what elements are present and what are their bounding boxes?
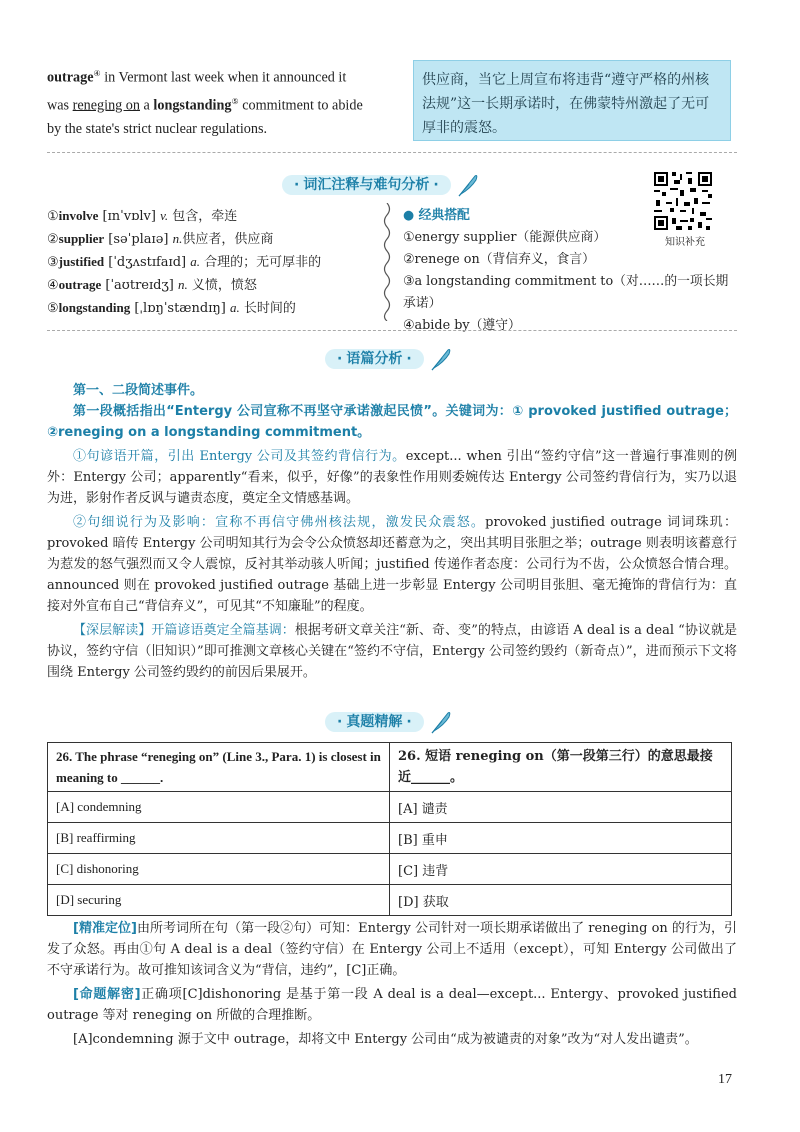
option-c-en: [C] dishonoring xyxy=(48,854,390,885)
vocab-item xyxy=(47,228,377,251)
analysis-body xyxy=(47,380,737,683)
table-row xyxy=(48,823,732,854)
vocab-item xyxy=(47,297,377,320)
footnote-4: ④ xyxy=(93,69,101,78)
qr-label: 知识补充 xyxy=(665,237,705,248)
vocab-num: ① xyxy=(47,209,59,224)
deep-reading-tag: 【深层解读】开篇谚语奠定全篇基调： xyxy=(73,623,295,638)
precise-location-tag: [精准定位] xyxy=(73,921,137,936)
vocab-meaning: 合理的；无可厚非的 xyxy=(200,255,322,270)
table-row xyxy=(48,885,732,916)
feather-pen-icon xyxy=(428,346,452,372)
analysis-p2-main: 第一段概括指出“Entergy 公司宣称不再坚守承诺激起民愤”。关键词为： xyxy=(73,404,513,419)
decode-tag: [命题解密] xyxy=(73,987,141,1002)
option-b-cn: [B] 重申 xyxy=(390,823,732,854)
question-section-title: · 真题精解 · xyxy=(325,709,452,735)
divider xyxy=(47,330,737,331)
vocab-title-text: 词汇注释与难句分析 xyxy=(303,177,430,193)
excerpt-line3: by the state's strict nuclear regulations. xyxy=(47,121,268,138)
analysis-p1: 第一、二段简述事件。 xyxy=(73,383,204,398)
decode-body: 正确项[C]dishonoring 是基于第一段 A deal is a deal—except... Entergy、provoked justified outrage 等对 reneging on 所做的合理推断。 xyxy=(47,987,737,1023)
excerpt-line2-rest: commitment to abide xyxy=(238,97,363,114)
vocab-word: involve xyxy=(58,208,99,223)
deep-reading-body: 根据考研文章关注“新、奇、变”的特点，由谚语 A deal is a deal “协议就是协议，签约守信（旧知识）”即可推测文章核心关键在“签约不守信，Entergy 公司签约毁约（新奇点）”，进而预示下文将围绕 Entergy 公司签约毁约的前因后果展开。 xyxy=(47,623,737,680)
question-table xyxy=(47,742,732,916)
option-c-cn: [C] 违背 xyxy=(390,854,732,885)
vocab-pos: n. xyxy=(172,231,183,246)
vocab-item xyxy=(47,205,377,228)
page-number: 17 xyxy=(718,1072,732,1087)
vocab-ipa: [ˈaʊtreɪdʒ] xyxy=(101,278,179,293)
analysis-p4-head: ②句细说行为及影响：宣称不再信守佛州核法规，激发民众震怒。 xyxy=(73,515,486,530)
collocation-title: ● 经典搭配 xyxy=(403,208,470,223)
feather-pen-icon xyxy=(428,709,452,735)
analysis-section-title: · 语篇分析 · xyxy=(325,346,452,372)
option-d-en: [D] securing xyxy=(48,885,390,916)
collocation-item: ②renege on（背信弃义，食言） xyxy=(403,252,595,267)
question-en: 26. The phrase “reneging on” (Line 3., Para. 1) is closest in meaning to ______. xyxy=(48,743,390,792)
vocab-pos: n. xyxy=(178,277,188,292)
analysis-p2-keywords: ① provoked justified outrage；②reneging on a longstanding commitment。 xyxy=(47,404,737,440)
qr-code-icon[interactable] xyxy=(652,170,714,232)
question-title-text: 真题精解 xyxy=(346,714,403,730)
precise-location-body: 由所考词所在句（第一段②句）可知：Entergy 公司针对一项长期承诺做出了 reneging on 的行为，引发了众怒。再由①句 A deal is a deal（签约守信）在 Entergy 公司上不适用（except），可知 Entergy 公司做出了不守承诺行为。故可推知该词含义为“背信，违约”，[C]正确。 xyxy=(47,921,737,978)
translation-box: 供应商，当它上周宣布将违背“遵守严格的州核法规”这一长期承诺时，在佛蒙特州激起了无可厚非的震怒。 xyxy=(413,60,731,141)
vocab-meaning: 包含，牵连 xyxy=(168,209,238,224)
vocab-section-title: · 词汇注释与难句分析 · xyxy=(282,172,479,198)
table-row xyxy=(48,743,732,792)
excerpt-line2-pre: was xyxy=(47,97,73,114)
option-a-analysis: [A]condemning 源于文中 outrage，却将文中 Entergy 公司由“成为被谴责的对象”改为“对人发出谴责”。 xyxy=(73,1032,698,1047)
vocab-pos: a. xyxy=(190,254,200,269)
analysis-p4-body: provoked justified outrage 词词珠玑：provoked 暗传 Entergy 公司明知其行为会令公众愤怒却还蓄意为之，突出其明目张胆之举；outrage 则表明该蓄意行为惹发的怒气强烈而又令人震惊，反衬其举动骇人听闻；justified 传递作者态度：公司行为不齿，公众愤怒合情合理。announced 则在 provoked justified outrage 基础上进一步彰显 Entergy 公司明目张胆、毫无掩饰的背信行为：直接对外宣布自己“背信弃义”，可见其“不知廉耻”的程度。 xyxy=(47,515,737,614)
vocab-num: ⑤ xyxy=(47,301,59,316)
option-a-cn: [A] 谴责 xyxy=(390,792,732,823)
vocab-word: supplier xyxy=(58,231,105,246)
vocab-num: ③ xyxy=(47,255,59,270)
table-row xyxy=(48,792,732,823)
vocab-meaning: 供应者，供应商 xyxy=(182,232,274,247)
divider xyxy=(47,152,737,153)
table-row xyxy=(48,854,732,885)
vocab-item xyxy=(47,251,377,274)
answer-explanation xyxy=(47,918,737,1050)
feather-pen-icon xyxy=(455,172,479,198)
analysis-p3-head: ①句谚语开篇，引出 Entergy 公司及其签约背信行为。 xyxy=(73,449,406,464)
word-outrage: outrage xyxy=(47,69,94,86)
question-cn: 26. 短语 reneging on（第一段第三行）的意思最接近______。 xyxy=(390,743,732,792)
vocab-word: outrage xyxy=(58,277,102,292)
vocab-item xyxy=(47,274,377,297)
passage-excerpt xyxy=(47,62,402,141)
analysis-title-text: 语篇分析 xyxy=(346,351,403,367)
collocation-item: ①energy supplier（能源供应商） xyxy=(403,230,607,245)
vocab-pos: v. xyxy=(160,208,169,223)
word-reneging-on: reneging on xyxy=(72,97,140,114)
vocab-num: ② xyxy=(47,232,59,247)
option-b-en: [B] reaffirming xyxy=(48,823,390,854)
vocab-meaning: 长时间的 xyxy=(239,301,296,316)
option-a-en: [A] condemning xyxy=(48,792,390,823)
vocab-ipa: [ˌlɒŋˈstændɪŋ] xyxy=(130,301,230,316)
vocab-word: longstanding xyxy=(58,300,131,315)
excerpt-line1: in Vermont last week when it announced it xyxy=(100,69,347,86)
excerpt-line2-mid: a xyxy=(140,97,154,114)
footnote-5: ⑤ xyxy=(231,96,239,106)
vocab-pos: a. xyxy=(229,300,240,315)
vocab-list xyxy=(47,205,377,320)
collocation-item: ④abide by（遵守） xyxy=(403,318,521,333)
word-longstanding: longstanding xyxy=(153,97,232,114)
vocab-ipa: [səˈplaɪə] xyxy=(104,232,173,247)
analysis-p3-body: except... when 引出“签约守信”这一普遍行事准则的例外：Entergy 公司；apparently“看来，似乎，好像”的表象性作用则委婉传达 Entergy 公司签约背信行为，实乃以退为进，影射作者反讽与谴责态度，奠定全文情感基调。 xyxy=(47,449,737,506)
vocab-ipa: [ɪnˈvɒlv] xyxy=(98,209,161,224)
vocab-num: ④ xyxy=(47,278,59,293)
collocation-item: ③a longstanding commitment to（对……的一项长期承诺） xyxy=(403,274,729,311)
vocab-word: justified xyxy=(58,254,105,269)
vocab-meaning: 义愤，愤怒 xyxy=(187,278,257,293)
option-d-cn: [D] 获取 xyxy=(390,885,732,916)
wavy-divider xyxy=(380,203,394,321)
vocab-ipa: [ˈdʒʌstɪfaɪd] xyxy=(104,255,191,270)
